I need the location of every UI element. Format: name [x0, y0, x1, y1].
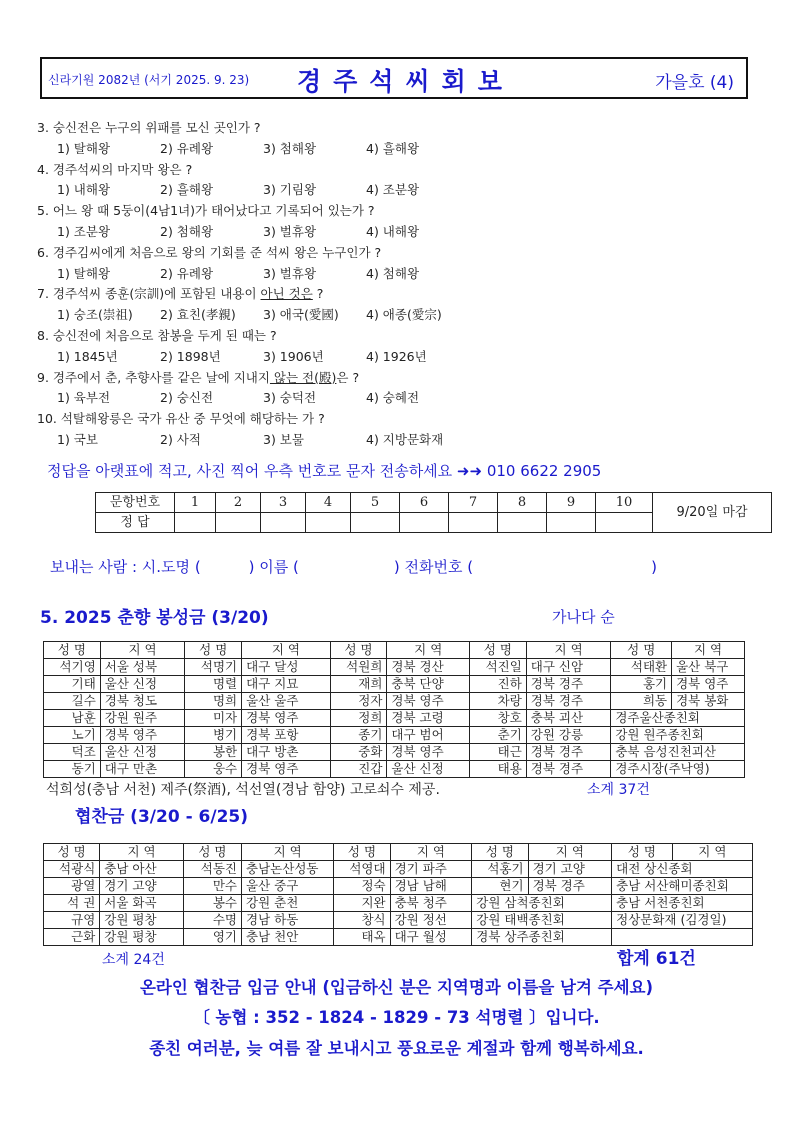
quiz-options: [37, 388, 469, 409]
region-cell: 경남 하동: [242, 912, 334, 929]
quiz-options: [37, 139, 469, 160]
name-cell: 남훈: [44, 710, 101, 727]
name-cell: 홍기: [611, 676, 672, 693]
quiz-question: [37, 284, 469, 305]
region-cell: 경북 경산: [387, 659, 470, 676]
region-cell: 경북 경주: [526, 744, 611, 761]
quiz-option: 3) 기림왕: [263, 182, 317, 198]
region-header: 지 역: [390, 844, 472, 861]
table-row: [44, 659, 745, 676]
name-cell: 석영대: [334, 861, 390, 878]
quiz-option: 4) 숭혜전: [366, 390, 420, 406]
question-number: 7: [449, 493, 498, 513]
region-cell: 경북 경주: [528, 878, 612, 895]
quiz-section: [37, 118, 469, 451]
issue-label: 가을호 (4): [655, 73, 734, 93]
subtotal-bongseong: 소계 37건: [587, 782, 650, 798]
question-emphasis: 않는 전(殿): [269, 369, 337, 385]
quiz-option: 1) 내해왕: [57, 182, 111, 198]
name-cell: 병기: [185, 727, 242, 744]
table-row: [44, 861, 753, 878]
name-cell: 종기: [330, 727, 387, 744]
name-cell: 태옥: [334, 929, 390, 946]
sort-order-label: 가나다 순: [552, 608, 615, 626]
name-cell: 규영: [44, 912, 100, 929]
newsletter-header: [40, 57, 748, 99]
group-cell: 강원 원주종친회: [611, 727, 745, 744]
name-cell: 진갑: [330, 761, 387, 778]
sender-region-label: 보내는 사람 : 시.도명 (: [50, 558, 201, 576]
answer-cell[interactable]: [175, 513, 216, 533]
name-cell: 석명기: [185, 659, 242, 676]
question-text: 9. 경주에서 춘, 추향사를 같은 날에 지내지: [37, 369, 270, 385]
quiz-option: 4) 조분왕: [366, 182, 420, 198]
question-text: ?: [312, 286, 324, 302]
table-row: [44, 693, 745, 710]
quiz-option: 1) 1845년: [57, 348, 118, 364]
region-cell: 경북 경주: [526, 761, 611, 778]
region-cell: 경북 영주: [100, 727, 185, 744]
quiz-option: 3) 첨해왕: [263, 140, 317, 156]
bank-account: 〔 농협 : 352 - 1824 - 1829 - 73 석명렬 〕입니다.: [193, 1008, 600, 1027]
name-cell: 지완: [334, 895, 390, 912]
name-cell: 석 권: [44, 895, 100, 912]
answer-cell[interactable]: [261, 513, 306, 533]
answer-cell[interactable]: [306, 513, 351, 533]
question-number: 6: [400, 493, 449, 513]
question-emphasis: 아닌 것은: [260, 286, 313, 302]
question-number: 4: [306, 493, 351, 513]
quiz-option: 1) 육부전: [57, 390, 111, 406]
region-cell: 서울 화곡: [100, 895, 184, 912]
group-cell: 경북 상주종친회: [472, 929, 612, 946]
quiz-question: 10. 석탈해왕릉은 국가 유산 중 무엇에 해당하는 가 ?: [37, 411, 325, 427]
name-cell: 진하: [470, 676, 527, 693]
question-number: 9: [547, 493, 596, 513]
answer-table-header: 문항번호: [96, 493, 175, 513]
region-cell: 강원 강릉: [526, 727, 611, 744]
region-cell: 대구 범어: [387, 727, 470, 744]
quiz-options: [37, 305, 469, 326]
region-cell: 울산 신정: [387, 761, 470, 778]
region-cell: 울산 중구: [242, 878, 334, 895]
region-cell: 경북 봉화: [672, 693, 745, 710]
region-cell: 대구 만촌: [100, 761, 185, 778]
sender-phone-label: ) 전화번호 (: [393, 558, 474, 576]
name-header: 성 명: [185, 642, 242, 659]
quiz-options: [37, 222, 469, 243]
region-cell: 경북 청도: [100, 693, 185, 710]
group-cell: 경주시장(주낙영): [611, 761, 745, 778]
group-cell: 충남 서산해미종친회: [612, 878, 753, 895]
name-header: 성 명: [472, 844, 528, 861]
question-number: 3: [261, 493, 306, 513]
bongseong-table: [43, 641, 745, 778]
name-cell: 길수: [44, 693, 101, 710]
name-cell: 광열: [44, 878, 100, 895]
table-row: [44, 912, 753, 929]
name-cell: 노기: [44, 727, 101, 744]
answer-table-label: 정 답: [96, 513, 175, 533]
name-cell: 중화: [330, 744, 387, 761]
region-cell: 충북 단양: [387, 676, 470, 693]
quiz-option: 2) 숭신전: [160, 390, 214, 406]
quiz-option: 2) 효친(孝親): [160, 307, 236, 323]
region-cell: 대구 월성: [390, 929, 472, 946]
name-cell: 석홍기: [472, 861, 528, 878]
region-cell: 강원 원주: [100, 710, 185, 727]
table-row: [44, 929, 753, 946]
region-header: 지 역: [242, 844, 334, 861]
region-cell: 경북 영주: [242, 761, 331, 778]
quiz-option: 3) 1906년: [263, 348, 324, 364]
region-cell: 강원 평창: [100, 929, 184, 946]
table-row: [44, 878, 753, 895]
quiz-option: 4) 내해왕: [366, 223, 420, 239]
answer-table: [95, 492, 772, 533]
name-cell: 석진일: [470, 659, 527, 676]
quiz-option: 4) 흘해왕: [366, 140, 420, 156]
group-cell: 충남 서천종친회: [612, 895, 753, 912]
table-header-row: [44, 642, 745, 659]
question-number: 5: [351, 493, 400, 513]
quiz-option: 2) 첨해왕: [160, 223, 214, 239]
quiz-option: 1) 숭조(崇祖): [57, 307, 133, 323]
group-cell: 강원 삼척종친회: [472, 895, 612, 912]
name-cell: 수명: [183, 912, 241, 929]
table-row: [44, 761, 745, 778]
region-cell: 경북 영주: [387, 744, 470, 761]
name-header: 성 명: [611, 642, 672, 659]
group-cell: 충북 음성진천괴산: [611, 744, 745, 761]
name-cell: 현기: [472, 878, 528, 895]
quiz-option: 3) 보물: [263, 431, 304, 447]
region-cell: 울산 북구: [672, 659, 745, 676]
region-cell: 대구 지묘: [242, 676, 331, 693]
sponsorship-table: [43, 843, 753, 946]
name-cell: 석광식: [44, 861, 100, 878]
region-cell: 강원 평창: [100, 912, 184, 929]
region-cell: 경기 고양: [528, 861, 612, 878]
answer-cell[interactable]: [596, 513, 653, 533]
region-cell: 서울 성북: [100, 659, 185, 676]
region-cell: 강원 정선: [390, 912, 472, 929]
answer-cell[interactable]: [547, 513, 596, 533]
region-header: 지 역: [100, 844, 184, 861]
region-cell: 경기 고양: [100, 878, 184, 895]
name-header: 성 명: [330, 642, 387, 659]
name-cell: 춘기: [470, 727, 527, 744]
quiz-options: [37, 430, 469, 451]
name-header: 성 명: [183, 844, 241, 861]
group-cell: 정상문화재 (김경일): [612, 912, 753, 929]
quiz-option: 4) 첨해왕: [366, 265, 420, 281]
quiz-option: 1) 국보: [57, 431, 98, 447]
region-cell: 대구 방촌: [242, 744, 331, 761]
answer-cell[interactable]: [400, 513, 449, 533]
question-number: 10: [596, 493, 653, 513]
table-row: [44, 727, 745, 744]
sender-name-label: ) 이름 (: [248, 558, 299, 576]
answer-cell[interactable]: [498, 513, 547, 533]
table-row: [44, 744, 745, 761]
quiz-option: 2) 유례왕: [160, 265, 214, 281]
name-cell: 석태환: [611, 659, 672, 676]
quiz-question: 3. 숭신전은 누구의 위패를 모신 곳인가 ?: [37, 120, 261, 135]
deadline: 9/20일 마감: [653, 493, 772, 533]
group-cell: [612, 929, 753, 946]
name-cell: 태근: [470, 744, 527, 761]
sender-line: [50, 556, 657, 577]
online-donation-notice: 온라인 협찬금 입금 안내 (입금하신 분은 지역명과 이름을 남겨 주세요): [139, 978, 654, 997]
quiz-option: 2) 1898년: [160, 348, 221, 364]
name-cell: 석기영: [44, 659, 101, 676]
table-row: [44, 676, 745, 693]
name-cell: 명희: [185, 693, 242, 710]
name-header: 성 명: [334, 844, 390, 861]
quiz-options: [37, 180, 469, 201]
name-cell: 봉수: [183, 895, 241, 912]
table-row: [44, 710, 745, 727]
region-header: 지 역: [528, 844, 612, 861]
quiz-option: 1) 탈해왕: [57, 265, 111, 281]
region-cell: 충북 청주: [390, 895, 472, 912]
grand-total: 합계 61건: [617, 949, 696, 969]
quiz-option: 3) 숭덕전: [263, 390, 317, 406]
issue-date: 신라기원 2082년 (서기 2025. 9. 23): [48, 73, 250, 87]
quiz-options: [37, 264, 469, 285]
quiz-question: 8. 숭신전에 처음으로 참봉을 두게 된 때는 ?: [37, 327, 277, 343]
region-cell: 경북 포항: [242, 727, 331, 744]
region-cell: 경북 고령: [387, 710, 470, 727]
quiz-option: 3) 벌휴왕: [263, 223, 317, 239]
quiz-option: 4) 애종(愛宗): [366, 307, 442, 323]
quiz-option: 2) 흘해왕: [160, 182, 214, 198]
quiz-question: 5. 어느 왕 때 5둥이(4남1녀)가 태어났다고 기록되어 있는가 ?: [37, 203, 375, 219]
region-header: 지 역: [242, 642, 331, 659]
group-cell: 대전 상신종회: [612, 861, 753, 878]
region-header: 지 역: [387, 642, 470, 659]
table-header-row: [44, 844, 753, 861]
region-cell: 대구 신암: [526, 659, 611, 676]
region-cell: 경북 영주: [242, 710, 331, 727]
name-cell: 미자: [185, 710, 242, 727]
question-number: 1: [175, 493, 216, 513]
newsletter-title: 경주석씨회보: [297, 67, 514, 96]
quiz-question: 6. 경주김씨에게 처음으로 왕의 기회를 준 석씨 왕은 누구인가 ?: [37, 244, 382, 260]
name-cell: 석원희: [330, 659, 387, 676]
answer-cell[interactable]: [351, 513, 400, 533]
name-cell: 정희: [330, 710, 387, 727]
name-cell: 태용: [470, 761, 527, 778]
name-cell: 동기: [44, 761, 101, 778]
quiz-option: 1) 조분왕: [57, 223, 111, 239]
name-cell: 창호: [470, 710, 527, 727]
quiz-option: 3) 애국(愛國): [263, 307, 339, 323]
quiz-question: [37, 368, 469, 389]
name-cell: 창식: [334, 912, 390, 929]
name-cell: 웅수: [185, 761, 242, 778]
quiz-option: 2) 사적: [160, 431, 201, 447]
region-header: 지 역: [672, 844, 752, 861]
group-cell: 경주울산종친회: [611, 710, 745, 727]
question-text: 은 ?: [336, 369, 360, 385]
region-cell: 충남 아산: [100, 861, 184, 878]
name-cell: 희동: [611, 693, 672, 710]
region-cell: 울산 울주: [242, 693, 331, 710]
name-cell: 봉한: [185, 744, 242, 761]
name-cell: 만수: [183, 878, 241, 895]
region-cell: 경기 파주: [390, 861, 472, 878]
question-text: 7. 경주석씨 종훈(宗訓)에 포함된 내용이: [37, 286, 261, 302]
region-cell: 충남논산성동: [242, 861, 334, 878]
question-number: 2: [216, 493, 261, 513]
quiz-option: 4) 1926년: [366, 348, 427, 364]
region-cell: 경북 영주: [387, 693, 470, 710]
region-cell: 충남 천안: [242, 929, 334, 946]
region-cell: 대구 달성: [242, 659, 331, 676]
name-cell: 석동진: [183, 861, 241, 878]
name-cell: 기태: [44, 676, 101, 693]
section-title: 5. 2025 춘향 봉성금 (3/20): [40, 608, 269, 628]
region-header: 지 역: [100, 642, 185, 659]
name-header: 성 명: [612, 844, 673, 861]
name-cell: 근화: [44, 929, 100, 946]
quiz-option: 3) 벌휴왕: [263, 265, 317, 281]
region-cell: 울산 신정: [100, 744, 185, 761]
region-header: 지 역: [526, 642, 611, 659]
instruction-text: 정답을 아랫표에 적고, 사진 찍어 우측 번호로 문자 전송하세요 ➜➜ 010 6622 2905: [47, 462, 602, 480]
question-number: 8: [498, 493, 547, 513]
name-cell: 차랑: [470, 693, 527, 710]
quiz-option: 4) 지방문화재: [366, 431, 444, 447]
donation-note: 석희성(충남 서천) 제주(祭酒), 석선열(경남 함양) 고로쇠수 제공.: [46, 782, 440, 798]
name-cell: 정자: [330, 693, 387, 710]
quiz-option: 2) 유례왕: [160, 140, 214, 156]
name-cell: 재희: [330, 676, 387, 693]
name-header: 성 명: [44, 642, 101, 659]
region-cell: 경남 남해: [390, 878, 472, 895]
table-row: [44, 895, 753, 912]
answer-cell[interactable]: [216, 513, 261, 533]
name-cell: 명렬: [185, 676, 242, 693]
quiz-option: 1) 탈해왕: [57, 140, 111, 156]
region-cell: 울산 신정: [100, 676, 185, 693]
answer-cell[interactable]: [449, 513, 498, 533]
name-header: 성 명: [470, 642, 527, 659]
region-cell: 강원 춘천: [242, 895, 334, 912]
region-cell: 경북 경주: [526, 676, 611, 693]
subtotal-sponsorship: 소계 24건: [102, 952, 165, 968]
closing-greeting: 종친 여러분, 늦 여름 잘 보내시고 풍요로운 계절과 함께 행복하세요.: [149, 1039, 644, 1058]
group-cell: 강원 태백종친회: [472, 912, 612, 929]
name-cell: 영기: [183, 929, 241, 946]
region-header: 지 역: [672, 642, 745, 659]
region-cell: 충북 괴산: [526, 710, 611, 727]
region-cell: 경북 경주: [526, 693, 611, 710]
name-cell: 정숙: [334, 878, 390, 895]
name-header: 성 명: [44, 844, 100, 861]
region-cell: 경북 영주: [672, 676, 745, 693]
quiz-question: 4. 경주석씨의 마지막 왕은 ?: [37, 161, 193, 177]
sponsorship-title: 협찬금 (3/20 - 6/25): [75, 807, 249, 827]
sender-close: ): [651, 558, 657, 576]
quiz-options: [37, 347, 469, 368]
name-cell: 덕조: [44, 744, 101, 761]
